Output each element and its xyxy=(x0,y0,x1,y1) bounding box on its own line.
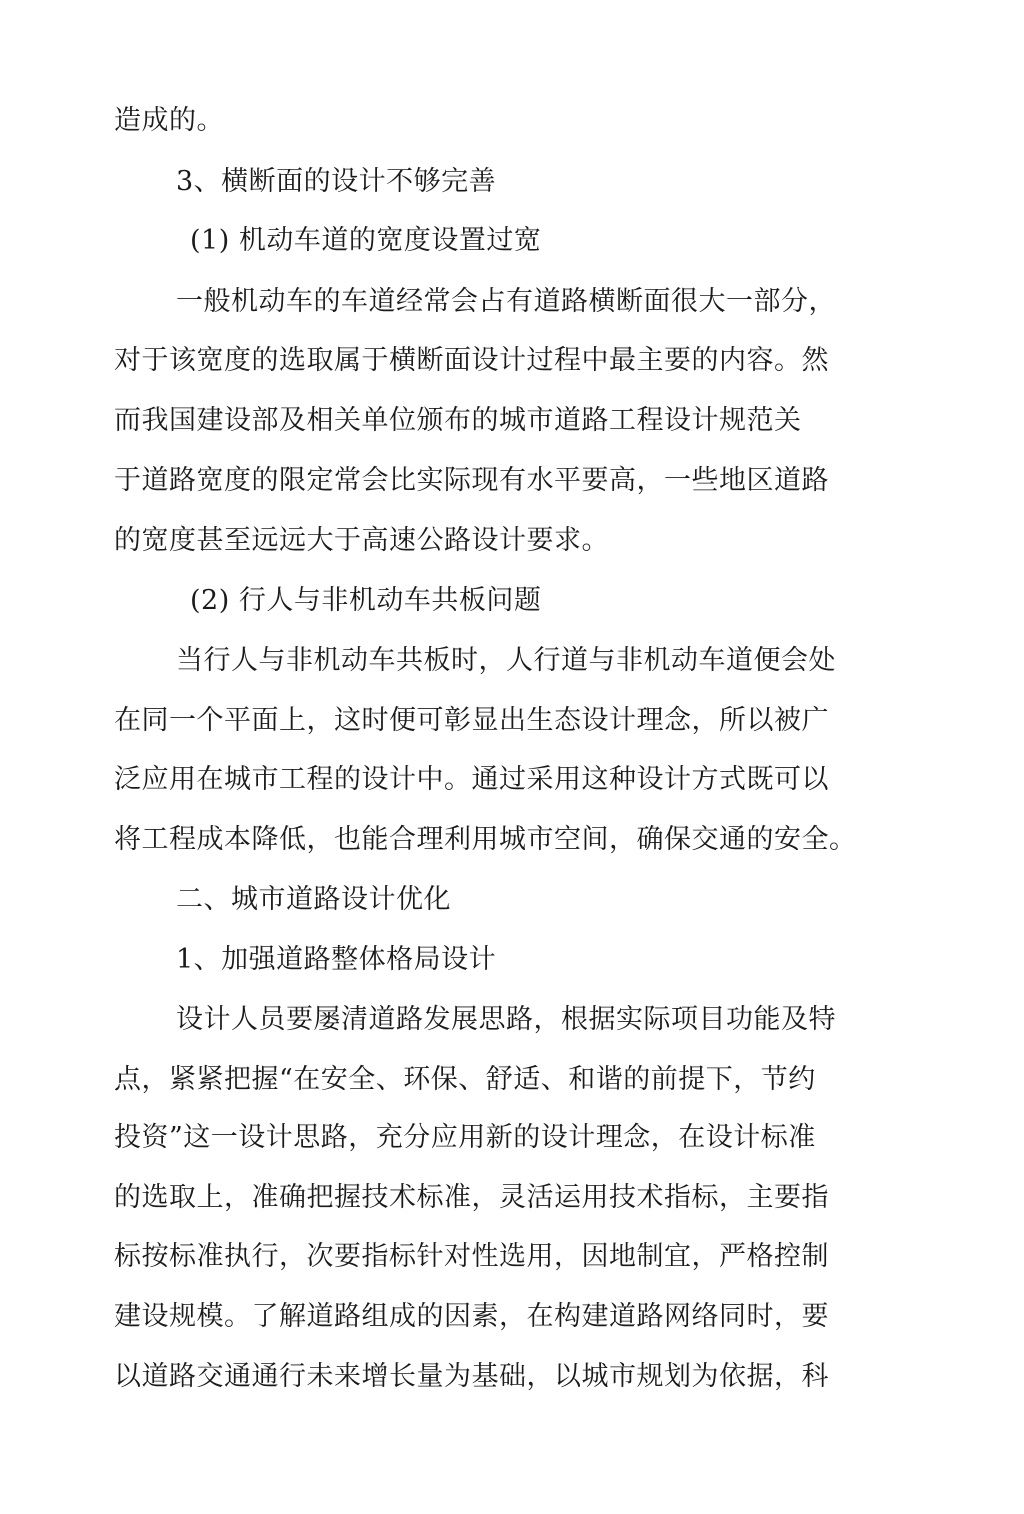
section-heading: 3、横断面的设计不够完善 xyxy=(176,166,497,197)
text-line: 的选取上，准确把握技术标准，灵活运用技术指标，主要指 xyxy=(114,1182,829,1213)
text-line: 泛应用在城市工程的设计中。通过采用这种设计方式既可以 xyxy=(114,764,829,795)
section-heading: 1、加强道路整体格局设计 xyxy=(176,944,497,975)
text-line: 点，紧紧把握“在安全、环保、舒适、和谐的前提下，节约 xyxy=(114,1064,816,1095)
chapter-heading: 二、城市道路设计优化 xyxy=(176,884,451,915)
text-line: 一般机动车的车道经常会占有道路横断面很大一部分， xyxy=(176,286,836,317)
text-line: 造成的。 xyxy=(114,105,224,136)
text-line: 当行人与非机动车共板时，人行道与非机动车道便会处 xyxy=(176,645,836,676)
text-line: 将工程成本降低，也能合理利用城市空间，确保交通的安全。 xyxy=(114,824,857,855)
text-line: 而我国建设部及相关单位颁布的城市道路工程设计规范关 xyxy=(114,405,802,436)
text-line: 于道路宽度的限定常会比实际现有水平要高，一些地区道路 xyxy=(114,465,829,496)
text-line: 标按标准执行，次要指标针对性选用，因地制宜，严格控制 xyxy=(114,1241,829,1272)
text-line: 设计人员要屡清道路发展思路，根据实际项目功能及特 xyxy=(176,1004,836,1035)
text-line: 投资”这一设计思路，充分应用新的设计理念，在设计标准 xyxy=(114,1122,816,1153)
subsection-heading: (2) 行人与非机动车共板问题 xyxy=(190,585,542,616)
text-line: 以道路交通通行未来增长量为基础，以城市规划为依据，科 xyxy=(114,1361,829,1392)
text-line: 的宽度甚至远远大于高速公路设计要求。 xyxy=(114,525,609,556)
text-line: 在同一个平面上，这时便可彰显出生态设计理念，所以被广 xyxy=(114,705,829,736)
text-line: 对于该宽度的选取属于横断面设计过程中最主要的内容。然 xyxy=(114,345,829,376)
text-line: 建设规模。了解道路组成的因素，在构建道路网络同时，要 xyxy=(114,1301,829,1332)
subsection-heading: (1) 机动车道的宽度设置过宽 xyxy=(190,225,542,256)
